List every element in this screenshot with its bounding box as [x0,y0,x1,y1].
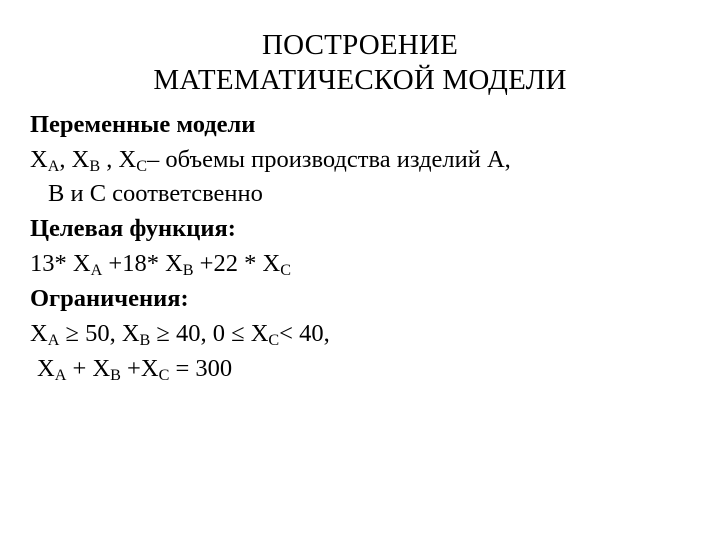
constraint-2-part-2: + X [66,354,111,382]
slide-body [30,109,690,385]
constraint-1-part-3: ≥ 40, 0 ≤ X [150,319,269,347]
variables-sub-c: C [136,157,147,175]
variables-heading: Переменные модели [30,110,256,138]
title-line-2: МАТЕМАТИЧЕСКОЙ МОДЕЛИ [153,64,567,97]
variables-sep-2: , X [100,145,137,173]
variables-sub-b: B [89,157,101,175]
constraint-2-sub-b: B [110,366,121,384]
constraint-2-part-1: X [37,354,55,382]
variables-tail: – объемы производства изделий А, [146,145,511,173]
objective-sub-c: C [280,262,291,280]
objective-sub-b: B [182,262,194,280]
variables-line-2: В и С соответсвенно [48,180,263,208]
constraint-1-part-2: ≥ 50, X [59,319,140,347]
objective-sub-a: A [90,262,103,280]
constraint-1-sub-c: C [268,332,280,350]
constraint-2-sub-a: A [54,366,67,384]
constraint-1-sub-a: A [47,332,60,350]
objective-term-3: +22 * X [193,250,281,278]
page-title [30,28,690,99]
variables-sub-a: A [47,157,60,175]
objective-term-1: 13* X [30,250,91,278]
objective-term-2: +18* X [102,250,183,278]
variables-line-1 [30,144,690,176]
constraint-1-part-1: X [30,319,48,347]
constraint-2-part-3: +X [120,354,159,382]
constraint-2-sub-c: C [158,366,170,384]
objective-expression [30,248,690,280]
constraint-1-sub-b: B [139,332,151,350]
objective-heading: Целевая функция: [30,215,236,243]
variables-sep-1: , X [59,145,90,173]
constraint-line-1 [30,318,690,350]
constraints-heading: Ограничения: [30,284,189,312]
constraint-2-part-4: = 300 [169,354,233,382]
title-line-1: ПОСТРОЕНИЕ [261,29,459,61]
variables-x-a: X [30,145,48,173]
constraint-line-2 [30,353,690,385]
constraint-1-part-4: < 40, [279,319,330,347]
